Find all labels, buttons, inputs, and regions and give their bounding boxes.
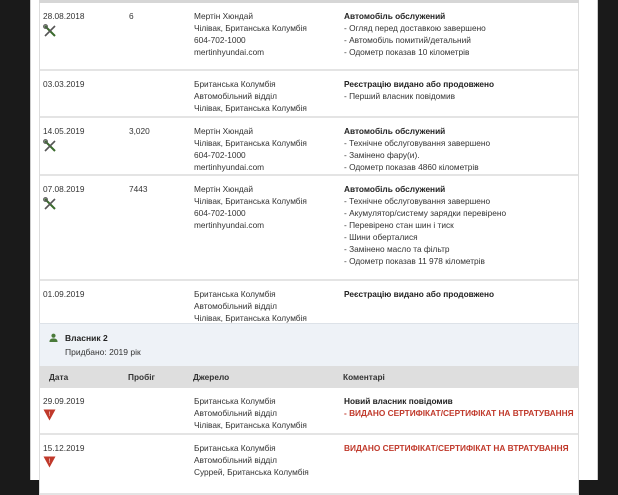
comments-cell [344,442,569,454]
source-line: 604-702-1000 [194,35,246,45]
table-row [40,3,578,71]
comment-item: - Шини оберталися [344,232,418,242]
date-cell [43,183,85,214]
comment-item: - Одометр показав 10 кілометрів [344,47,470,57]
comment-alert: ВИДАНО СЕРТИФІКАТ/СЕРТИФІКАТ НА ВТРАТУВАННЯ [344,443,569,453]
column-header-source: Джерело [193,372,230,382]
date-cell [43,442,85,471]
warning-triangle-icon [43,409,85,424]
date-cell [43,288,85,300]
source-line: Суррей, Британська Колумбія [194,467,309,477]
date: 01.09.2019 [43,289,85,299]
date: 29.09.2019 [43,396,85,406]
column-header-mileage: Пробіг [128,372,155,382]
comment-item: - Акумулятор/систему зарядки перевірено [344,208,507,218]
owner2-purchased: Придбано: 2019 рік [65,347,141,357]
person-icon [49,333,58,342]
source-line: Автомобільний відділ [194,408,277,418]
source-line: Мертін Хюндай [194,184,254,194]
date: 28.08.2018 [43,11,85,21]
comment-item: - Автомобіль помитий/детальний [344,35,471,45]
comment-item: - Технічне обслуговування завершено [344,138,491,148]
source-cell [194,395,307,431]
source-cell [194,10,307,58]
source-line: Британська Колумбія [194,443,276,453]
source-line: Мертін Хюндай [194,126,254,136]
source-line: Автомобільний відділ [194,301,277,311]
date-cell [43,10,85,41]
mileage: 7443 [129,184,148,194]
source-line: Чілівак, Британська Колумбія [194,138,307,148]
source-cell [194,288,307,324]
svg-text:!: ! [48,459,51,465]
source-line: 604-702-1000 [194,150,246,160]
source-line: mertinhyundai.com [194,220,265,230]
table-row [40,118,578,176]
source-line: Британська Колумбія [194,289,276,299]
source-line: Чілівак, Британська Колумбія [194,196,307,206]
source-cell [194,442,309,478]
table-row [40,388,578,435]
source-line: 604-702-1000 [194,208,246,218]
date: 14.05.2019 [43,126,85,136]
table-row [40,281,578,327]
comment-title: Реєстрацію видано або продовжено [344,79,495,89]
date: 15.12.2019 [43,443,85,453]
comments-cell [344,78,494,102]
owner2-history-table [39,388,579,495]
wrench-screwdriver-icon [43,24,85,41]
table-header [39,366,579,388]
owner1-history-table [39,3,579,327]
source-line: Автомобільний відділ [194,91,277,101]
source-line: Британська Колумбія [194,79,276,89]
column-header-comments: Коментарі [343,372,385,382]
date-cell [43,395,85,424]
source-line: Британська Колумбія [194,396,276,406]
source-line: mertinhyundai.com [194,162,265,172]
table-row [40,71,578,118]
source-line: Чілівак, Британська Колумбія [194,23,307,33]
comments-cell [344,125,490,173]
comments-cell [344,183,506,267]
warning-triangle-icon [43,456,85,471]
comment-item: - Огляд перед доставкою завершено [344,23,486,33]
source-line: Автомобільний відділ [194,455,277,465]
mileage: 6 [129,11,134,21]
source-cell [194,125,307,173]
comment-item: - Одометр показав 4860 кілометрів [344,162,479,172]
svg-text:!: ! [48,412,51,418]
source-cell [194,183,307,231]
comments-cell [344,395,574,419]
wrench-screwdriver-icon [43,197,85,214]
vehicle-history-panel [30,0,598,480]
comment-item: - Перевірено стан шин і тиск [344,220,454,230]
owner2-title: Власник 2 [65,333,108,343]
comments-cell [344,10,486,58]
table-row [40,435,578,495]
comment-item: - Технічне обслуговування завершено [344,196,491,206]
date-cell [43,125,85,156]
source-line: Мертін Хюндай [194,11,254,21]
comment-item: - Замінено масло та фільтр [344,244,450,254]
comment-title: Автомобіль обслужений [344,126,446,136]
date: 07.08.2019 [43,184,85,194]
source-line: Чілівак, Британська Колумбія [194,313,307,323]
comment-title: Автомобіль обслужений [344,11,446,21]
table-row [40,176,578,281]
comment-item: - Перший власник повідомив [344,91,456,101]
source-cell [194,78,307,114]
source-line: Чілівак, Британська Колумбія [194,420,307,430]
comment-title: Реєстрацію видано або продовжено [344,289,495,299]
comment-alert: - ВИДАНО СЕРТИФІКАТ/СЕРТИФІКАТ НА ВТРАТУВАННЯ [344,408,574,418]
comments-cell [344,288,494,300]
wrench-screwdriver-icon [43,139,85,156]
comment-item: - Одометр показав 11 978 кілометрів [344,256,485,266]
mileage: 3,020 [129,126,150,136]
source-line: mertinhyundai.com [194,47,265,57]
date: 03.03.2019 [43,79,85,89]
comment-title: Новий власник повідомив [344,396,453,406]
comment-title: Автомобіль обслужений [344,184,446,194]
column-header-date: Дата [49,372,69,382]
comment-item: - Замінено фару(и). [344,150,420,160]
source-line: Чілівак, Британська Колумбія [194,103,307,113]
owner2-header [39,323,579,366]
date-cell [43,78,85,90]
